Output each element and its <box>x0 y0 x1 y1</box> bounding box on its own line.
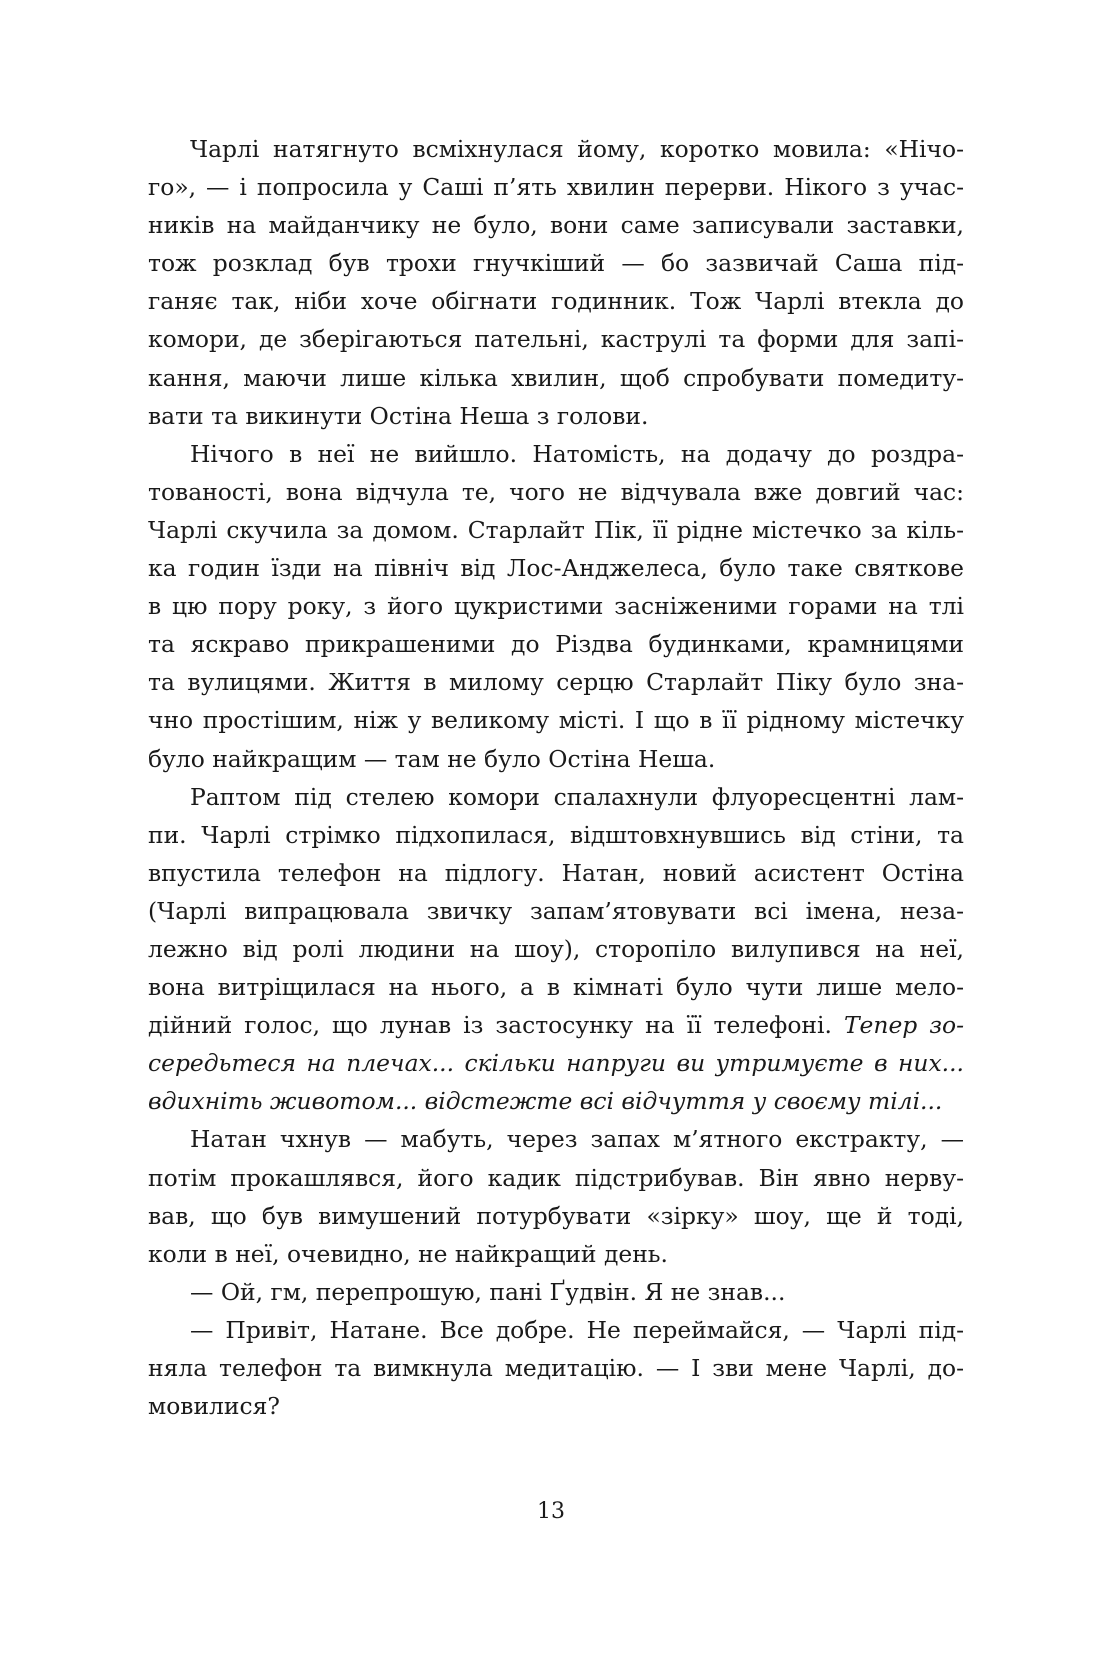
paragraph-2-line-7: та вулицями. Життя в милому серцю Старлайт Піку було зна- <box>148 668 964 697</box>
paragraph-1-line-3: ників на майданчику не було, вони саме записували заставки, <box>148 211 964 240</box>
paragraph-3-line-7-text: дійний голос, що лунав із застосунку на її телефоні. <box>148 1011 832 1040</box>
paragraph-4-line-1: Натан чхнув — мабуть, через запах м’ятного екстракту, — <box>190 1125 964 1154</box>
paragraph-3-line-4: (Чарлі випрацювала звичку запам’ятовувати всі імена, неза- <box>148 896 964 925</box>
paragraph-2-line-6: та яскраво прикрашеними до Різдва будинками, крамницями <box>148 630 964 659</box>
paragraph-3-line-1: Раптом під стелею комори спалахнули флуоресцентні лам- <box>190 782 964 811</box>
paragraph-2-line-2: тованості, вона відчула те, чого не відчувала вже довгий час: <box>148 477 964 506</box>
paragraph-3-line-8: середьтеся на плечах... скільки напруги ви утримуєте в них... <box>148 1049 964 1078</box>
paragraph-4-line-3: вав, що був вимушений потурбувати «зірку» шоу, ще й тоді, <box>148 1201 964 1230</box>
paragraph-3-line-7-italic: Тепер зо- <box>843 1011 964 1040</box>
page-number: 13 <box>537 1499 565 1524</box>
paragraph-3-line-6: вона витріщилася на нього, а в кімнаті було чути лише мело- <box>148 973 964 1002</box>
paragraph-5-line-1: — Ой, гм, перепрошую, пані Ґудвін. Я не знав... <box>190 1277 786 1306</box>
paragraph-1-line-2: го», — і попросила у Саші п’ять хвилин перерви. Нікого з учас- <box>148 173 964 202</box>
paragraph-3-line-7 <box>148 1006 964 1044</box>
paragraph-3-line-2: пи. Чарлі стрімко підхопилася, відштовхнувшись від стіни, та <box>148 820 964 849</box>
paragraph-2-line-5: в цю пору року, з його цукристими засніженими горами на тлі <box>148 592 964 621</box>
paragraph-1-line-5: ганяє так, ніби хоче обігнати годинник. Тож Чарлі втекла до <box>148 287 964 316</box>
paragraph-1-line-6: комори, де зберігаються пательні, каструлі та форми для запі- <box>148 325 964 354</box>
paragraph-2-line-1: Нічого в неї не вийшло. Натомість, на додачу до роздра- <box>190 439 964 468</box>
paragraph-4-line-2: потім прокашлявся, його кадик підстрибував. Він явно нерву- <box>148 1163 964 1192</box>
paragraph-1-line-7: кання, маючи лише кілька хвилин, щоб спробувати помедиту- <box>148 363 964 392</box>
paragraph-3-line-3: впустила телефон на підлогу. Натан, новий асистент Остіна <box>148 858 964 887</box>
paragraph-1-line-8: вати та викинути Остіна Неша з голови. <box>148 401 649 430</box>
paragraph-3-line-9: вдихніть животом... відстежте всі відчуття у своєму тілі... <box>148 1087 943 1116</box>
paragraph-1-line-1: Чарлі натягнуто всміхнулася йому, коротко мовила: «Нічо- <box>190 135 964 163</box>
paragraph-6-line-2: няла телефон та вимкнула медитацію. — І зви мене Чарлі, до- <box>148 1354 964 1382</box>
paragraph-2-line-9: було найкращим — там не було Остіна Неша. <box>148 744 716 773</box>
paragraph-4-line-4: коли в неї, очевидно, не найкращий день. <box>148 1239 668 1268</box>
paragraph-2-line-3: Чарлі скучила за домом. Старлайт Пік, її рідне містечко за кіль- <box>148 515 964 544</box>
paragraph-6-line-1: — Привіт, Натане. Все добре. Не переймайся, — Чарлі під- <box>190 1315 964 1344</box>
paragraph-6-line-3: мовилися? <box>148 1392 280 1421</box>
paragraph-3-line-5: лежно від ролі людини на шоу), сторопіло вилупився на неї, <box>148 934 964 963</box>
page-body-text <box>148 130 964 1425</box>
paragraph-2-line-4: ка годин їзди на північ від Лос-Анджелеса, було таке святкове <box>148 554 964 583</box>
paragraph-2-line-8: чно простішим, ніж у великому місті. І що в її рідному містечку <box>148 706 964 735</box>
paragraph-1-line-4: тож розклад був трохи гнучкіший — бо зазвичай Саша під- <box>148 249 964 278</box>
